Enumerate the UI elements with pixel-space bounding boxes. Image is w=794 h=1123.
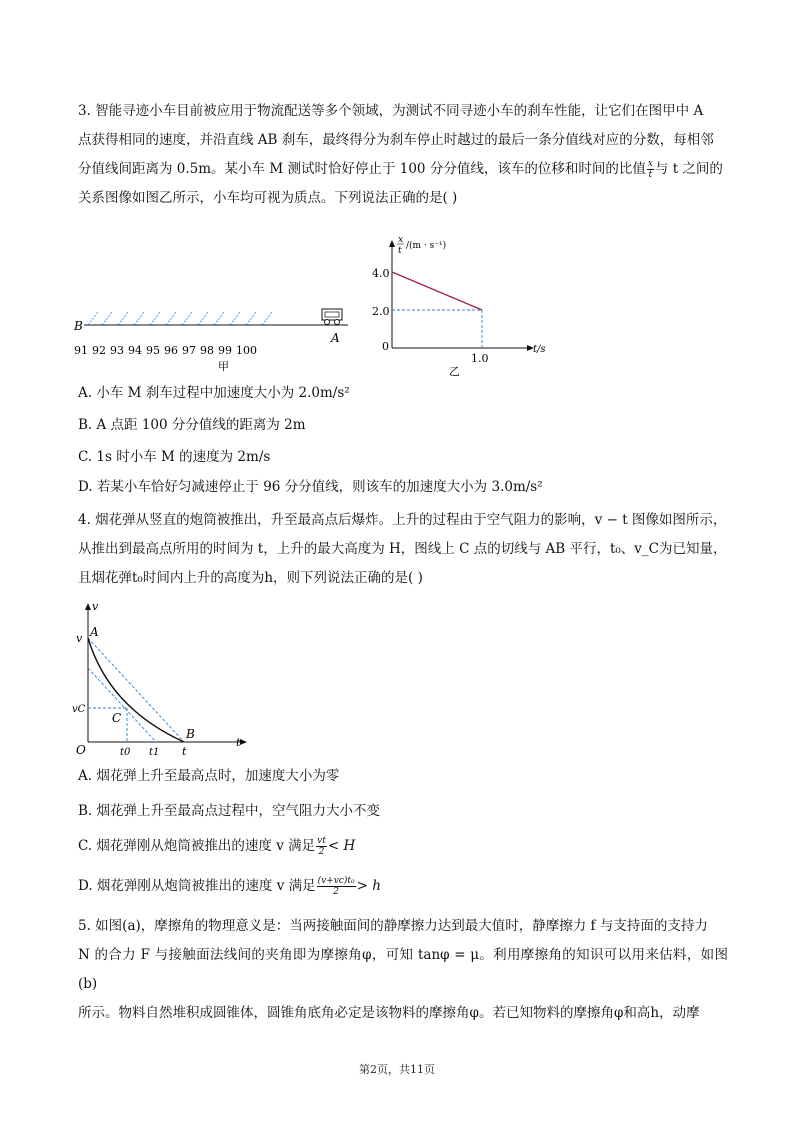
- q3-option-b[interactable]: B. A 点距 100 分分值线的距离为 2m: [78, 417, 306, 433]
- q3-ratio-fraction: $\frac{x}{t}$: [647, 159, 653, 180]
- svg-text:97: 97: [182, 344, 196, 357]
- svg-text:100: 100: [236, 344, 257, 357]
- svg-text:94: 94: [128, 344, 142, 357]
- x-tick-1: 1.0: [471, 352, 489, 365]
- y-unit: /(m · s⁻¹): [406, 241, 447, 251]
- svg-text:99: 99: [218, 344, 232, 357]
- q3-figure-jia: [70, 300, 370, 375]
- svg-text:t0: t0: [120, 747, 131, 758]
- car-icon: [322, 309, 342, 325]
- q4-option-b[interactable]: B. 烟花弹上升至最高点过程中，空气阻力大小不变: [78, 803, 381, 819]
- svg-text:t: t: [182, 745, 187, 758]
- q5-line-1: 5. 如图(a)，摩擦角的物理意义是：当两接触面间的静摩擦力达到最大值时，静摩擦力 f 与支持面的支持力: [78, 918, 708, 934]
- caption-yi: 乙: [449, 365, 460, 378]
- svg-text:C: C: [112, 711, 122, 725]
- origin-label: 0: [382, 340, 389, 353]
- q4-line-1: 4. 烟花弹从竖直的炮筒被推出，升至最高点后爆炸。上升的过程由于空气阻力的影响，v − t 图像如图所示，: [78, 512, 727, 528]
- svg-text:A: A: [90, 625, 99, 639]
- q4-option-c[interactable]: C. 烟花弹刚从炮筒被推出的速度 v 满足 $\frac{vt}{2}$ < H: [78, 836, 356, 857]
- score-ticks: [74, 344, 257, 357]
- svg-text:95: 95: [146, 344, 160, 357]
- q3-stem: [78, 97, 728, 213]
- svg-text:x: x: [398, 235, 404, 245]
- q4-line-2: 从推出到最高点所用的时间为 t，上升的最大高度为 H，图线上 C 点的切线与 AB 平行，t₀、v_C为已知量，: [78, 541, 727, 557]
- q5-line-2: N 的合力 F 与接触面法线间的夹角即为摩擦角φ，可知 tanφ = μ。利用摩擦角的知识可以用来估料，如图(b): [78, 947, 728, 992]
- svg-text:B: B: [186, 727, 195, 741]
- q3-line-1: 3. 智能寻迹小车目前被应用于物流配送等多个领域，为测试不同寻迹小车的刹车性能，让它们在图甲中 A: [78, 103, 704, 119]
- q5-line-3: 所示。物料自然堆积成圆锥体，圆锥角底角必定是该物料的摩擦角φ。若已知物料的摩擦角φ和高h，动摩: [78, 1005, 700, 1021]
- q4-line-3: 且烟花弹t₀时间内上升的高度为h，则下列说法正确的是( ): [78, 570, 423, 586]
- svg-text:v: v: [92, 600, 99, 613]
- page-footer: 第2页，共11页: [359, 1063, 435, 1076]
- q3-line-4: 关系图像如图乙所示，小车均可视为质点。下列说法正确的是( ): [78, 190, 458, 206]
- q3-line-3: 分值线间距离为 0.5m。某小车 M 测试时恰好停止于 100 分分值线，该车的位移和时间的比值 $\frac{x}{t}$ 与 t 之间的: [78, 159, 723, 180]
- xt-line: [392, 272, 482, 310]
- q3-option-c[interactable]: C. 1s 时小车 M 的速度为 2m/s: [78, 449, 271, 465]
- svg-text:96: 96: [164, 344, 178, 357]
- q3-option-a[interactable]: A. 小车 M 刹车过程中加速度大小为 2.0m/s²: [78, 385, 350, 401]
- label-A: A: [331, 331, 340, 345]
- x-axis-label: t/s: [533, 344, 546, 355]
- svg-text:92: 92: [92, 344, 106, 357]
- label-B: B: [74, 319, 83, 333]
- q3-figure-yi: [360, 230, 560, 378]
- caption-jia: 甲: [218, 360, 229, 373]
- q4-stem: [78, 506, 728, 593]
- svg-text:98: 98: [200, 344, 214, 357]
- svg-text:vC: vC: [72, 704, 86, 715]
- svg-text:t1: t1: [149, 747, 160, 758]
- q3-line-2: 点获得相同的速度，并沿直线 AB 刹车，最终得分为刹车停止时越过的最后一条分值线对应的分数，每相邻: [78, 132, 714, 148]
- q5-stem: [78, 912, 728, 1028]
- svg-text:91: 91: [74, 344, 88, 357]
- svg-text:t: t: [398, 246, 402, 256]
- q4-option-d[interactable]: D. 烟花弹刚从炮筒被推出的速度 v 满足 $\frac{\text{(v+vc)t₀}}{2}$ > h: [78, 876, 381, 897]
- q4-vt-figure: [64, 598, 254, 758]
- y-tick-2: 2.0: [372, 305, 390, 318]
- y-tick-4: 4.0: [372, 267, 390, 280]
- q3-option-d[interactable]: D. 若某小车恰好匀减速停止于 96 分分值线，则该车的加速度大小为 3.0m/s²: [78, 479, 543, 495]
- svg-text:v: v: [76, 632, 83, 645]
- svg-text:O: O: [76, 743, 86, 757]
- svg-text:t: t: [236, 736, 241, 749]
- q4-option-a[interactable]: A. 烟花弹上升至最高点时，加速度大小为零: [78, 768, 340, 784]
- svg-text:93: 93: [110, 344, 124, 357]
